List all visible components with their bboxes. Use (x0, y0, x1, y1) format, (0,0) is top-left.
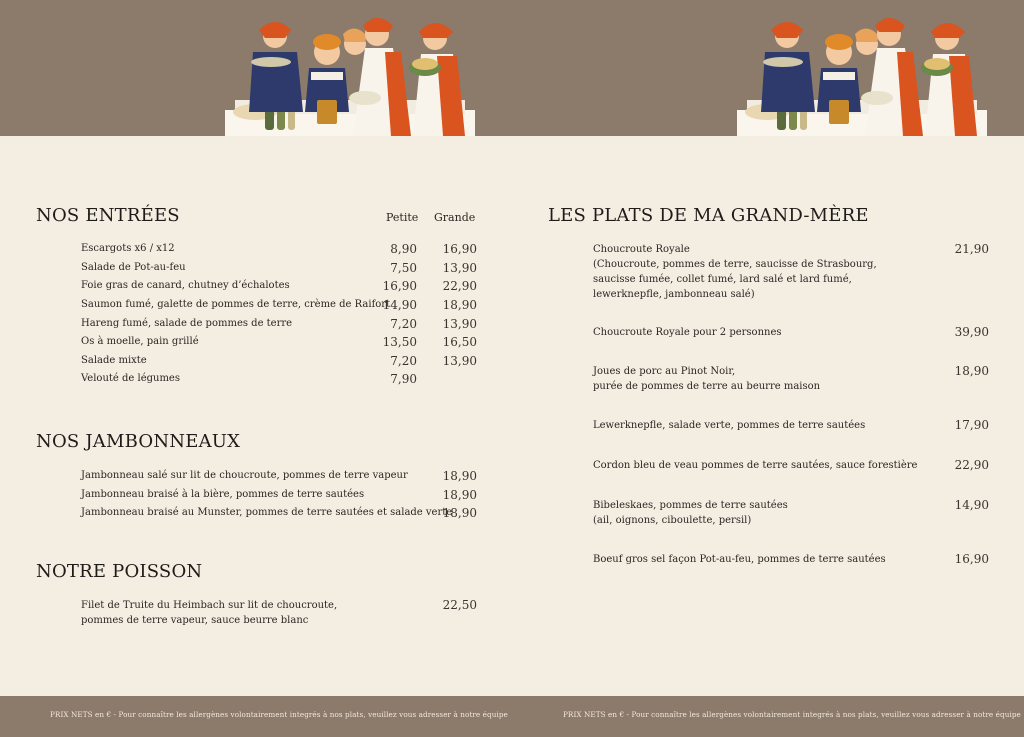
price-petite: 16,90 (382, 279, 417, 293)
item-detail: lewerknepfle, jambonneau salé) (593, 289, 755, 300)
footer-note-left: PRIX NETS en € - Pour connaître les allergènes volontairement integrés à nos plats, veuillez vous adresser à notre équipe (50, 710, 508, 719)
list-item: Salade de Pot-au-feu (81, 262, 186, 273)
price-grande: 16,50 (442, 335, 477, 349)
price-petite: 13,50 (382, 335, 417, 349)
price: 18,90 (442, 506, 477, 520)
item-name: Boeuf gros sel façon Pot-au-feu, pommes de terre sautées (593, 554, 886, 565)
item-detail: saucisse fumée, collet fumé, lard salé et lard fumé, (593, 274, 852, 285)
list-item: Salade mixte (81, 355, 147, 366)
price: 18,90 (442, 469, 477, 483)
section-title-poisson: NOTRE POISSON (36, 561, 203, 582)
item-name: Choucroute Royale pour 2 personnes (593, 327, 782, 338)
price-grande: 13,90 (442, 317, 477, 331)
item-detail: (ail, oignons, ciboulette, persil) (593, 515, 752, 526)
price: 17,90 (954, 418, 989, 432)
list-item (593, 418, 865, 433)
price: 21,90 (954, 242, 989, 256)
item-detail: (Choucroute, pommes de terre, saucisse de Strasbourg, (593, 259, 877, 270)
price: 22,50 (442, 598, 477, 612)
item-name: Lewerknepfle, salade verte, pommes de terre sautées (593, 420, 866, 431)
list-item: Saumon fumé, galette de pommes de terre, crème de Raifort (81, 299, 391, 310)
section-title-entrees: NOS ENTRÉES (36, 205, 180, 226)
price-grande: 22,90 (442, 279, 477, 293)
price: 14,90 (954, 498, 989, 512)
price-petite: 7,50 (390, 261, 417, 275)
list-item: Os à moelle, pain grillé (81, 336, 199, 347)
list-item: Escargots x6 / x12 (81, 243, 175, 254)
list-item (593, 242, 877, 302)
list-item (593, 458, 917, 473)
price: 16,90 (954, 552, 989, 566)
list-item (593, 498, 788, 528)
price-petite: 8,90 (390, 242, 417, 256)
list-item: Jambonneau braisé au Munster, pommes de terre sautées et salade verte (81, 507, 453, 518)
alsatian-diners-illustration (737, 12, 987, 136)
item-line: pommes de terre vapeur, sauce beurre blanc (81, 615, 309, 626)
item-line: Filet de Truite du Heimbach sur lit de choucroute, (81, 600, 338, 611)
alsatian-diners-illustration (225, 12, 475, 136)
list-item (81, 598, 337, 628)
list-item: Jambonneau salé sur lit de choucroute, pommes de terre vapeur (81, 470, 408, 481)
item-detail: purée de pommes de terre au beurre maison (593, 381, 821, 392)
footer-note-right: PRIX NETS en € - Pour connaître les allergènes volontairement integrés à nos plats, veuillez vous adresser à notre équipe (563, 710, 1021, 719)
price: 39,90 (954, 325, 989, 339)
price-grande: 16,90 (442, 242, 477, 256)
section-title-jambonneaux: NOS JAMBONNEAUX (36, 431, 241, 452)
price-petite: 7,20 (390, 317, 417, 331)
item-name: Cordon bleu de veau pommes de terre sautées, sauce forestière (593, 460, 918, 471)
list-item (593, 552, 886, 567)
price-petite: 14,90 (382, 298, 417, 312)
col-header-petite: Petite (386, 211, 419, 224)
list-item (593, 325, 782, 340)
list-item: Jambonneau braisé à la bière, pommes de terre sautées (81, 489, 365, 500)
price-grande: 13,90 (442, 354, 477, 368)
price: 18,90 (954, 364, 989, 378)
section-title-plats: LES PLATS DE MA GRAND-MÈRE (548, 205, 869, 226)
item-name: Choucroute Royale (593, 244, 690, 255)
col-header-grande: Grande (434, 211, 476, 224)
list-item: Velouté de légumes (81, 373, 180, 384)
item-name: Joues de porc au Pinot Noir, (593, 366, 736, 377)
price: 22,90 (954, 458, 989, 472)
list-item: Foie gras de canard, chutney d’échalotes (81, 280, 290, 291)
price-petite: 7,20 (390, 354, 417, 368)
footer-band (0, 696, 1024, 737)
item-name: Bibeleskaes, pommes de terre sautées (593, 500, 788, 511)
price-grande: 13,90 (442, 261, 477, 275)
list-item: Hareng fumé, salade de pommes de terre (81, 318, 293, 329)
list-item (593, 364, 820, 394)
price: 18,90 (442, 488, 477, 502)
price-grande: 18,90 (442, 298, 477, 312)
price-petite: 7,90 (390, 372, 417, 386)
